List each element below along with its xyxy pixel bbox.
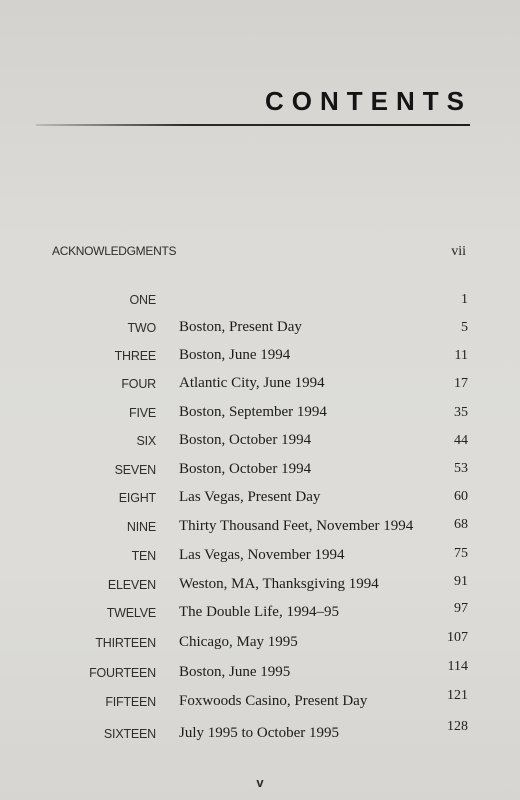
page-title: CONTENTS — [265, 86, 472, 116]
toc-row — [0, 291, 520, 313]
toc-row — [0, 601, 520, 626]
toc-row — [0, 688, 520, 715]
chapter-number: EIGHT — [118, 491, 156, 505]
chapter-page: 121 — [447, 688, 468, 703]
chapter-number: NINE — [126, 520, 156, 534]
chapter-page: 11 — [454, 348, 468, 363]
chapter-page: 97 — [454, 601, 468, 616]
chapter-title: Foxwoods Casino, Present Day — [179, 693, 368, 709]
chapter-page: 1 — [461, 292, 468, 307]
toc-row — [0, 719, 520, 747]
chapter-number: FOURTEEN — [89, 666, 156, 680]
chapter-title: Atlantic City, June 1994 — [179, 375, 325, 391]
chapter-page: 60 — [454, 489, 468, 504]
toc-row — [0, 432, 520, 454]
chapter-number: SIX — [136, 434, 156, 448]
chapter-title: The Double Life, 1994–95 — [179, 604, 339, 620]
chapter-number: THIRTEEN — [95, 636, 156, 650]
title-rule — [36, 124, 470, 126]
chapter-title: July 1995 to October 1995 — [179, 725, 339, 741]
toc-row — [0, 375, 520, 397]
chapter-page: 75 — [454, 546, 468, 561]
chapter-number: ONE — [129, 293, 156, 307]
toc-row — [0, 659, 520, 686]
acknowledgments-page: vii — [451, 244, 466, 259]
chapter-page: 107 — [447, 630, 468, 645]
chapter-number: FOUR — [121, 377, 156, 391]
chapter-page: 91 — [454, 574, 468, 589]
chapter-page: 128 — [447, 719, 468, 734]
chapter-number: TWO — [127, 321, 156, 335]
chapter-title: Las Vegas, November 1994 — [179, 547, 345, 563]
chapter-title: Boston, September 1994 — [179, 404, 327, 420]
chapter-title: Thirty Thousand Feet, November 1994 — [179, 518, 414, 534]
chapter-title: Las Vegas, Present Day — [179, 489, 321, 505]
chapter-title: Boston, October 1994 — [179, 432, 312, 448]
chapter-title: Boston, June 1995 — [179, 664, 291, 680]
toc-row — [0, 319, 520, 341]
toc-row — [0, 576, 520, 598]
chapter-number: TEN — [131, 549, 156, 563]
toc-row — [0, 461, 520, 483]
toc-row — [0, 347, 520, 369]
chapter-page: 68 — [454, 517, 468, 532]
chapter-title: Boston, Present Day — [179, 319, 302, 335]
chapter-page: 53 — [454, 461, 468, 476]
toc-row — [0, 547, 520, 569]
chapter-page: 17 — [454, 376, 468, 391]
toc-row — [0, 404, 520, 426]
chapter-page: 114 — [447, 659, 468, 674]
chapter-title: Boston, June 1994 — [179, 347, 291, 363]
chapter-number: FIFTEEN — [105, 695, 156, 709]
chapter-number: THREE — [114, 349, 156, 363]
chapter-page: 5 — [461, 320, 468, 335]
chapter-number: ELEVEN — [107, 578, 156, 592]
toc-row — [0, 630, 520, 656]
chapter-page: 35 — [454, 405, 468, 420]
toc-row — [0, 518, 520, 540]
chapter-title: Chicago, May 1995 — [179, 634, 298, 650]
acknowledgments-label: ACKNOWLEDGMENTS — [52, 244, 177, 258]
chapter-number: FIVE — [129, 406, 156, 420]
chapter-number: SEVEN — [114, 463, 156, 477]
chapter-number: SIXTEEN — [103, 727, 156, 741]
chapter-page: 44 — [454, 433, 468, 448]
chapter-title: Weston, MA, Thanksgiving 1994 — [179, 576, 379, 592]
page-folio: v — [256, 775, 264, 790]
chapter-number: TWELVE — [106, 606, 156, 620]
chapter-title: Boston, October 1994 — [179, 461, 312, 477]
toc-row — [0, 489, 520, 511]
